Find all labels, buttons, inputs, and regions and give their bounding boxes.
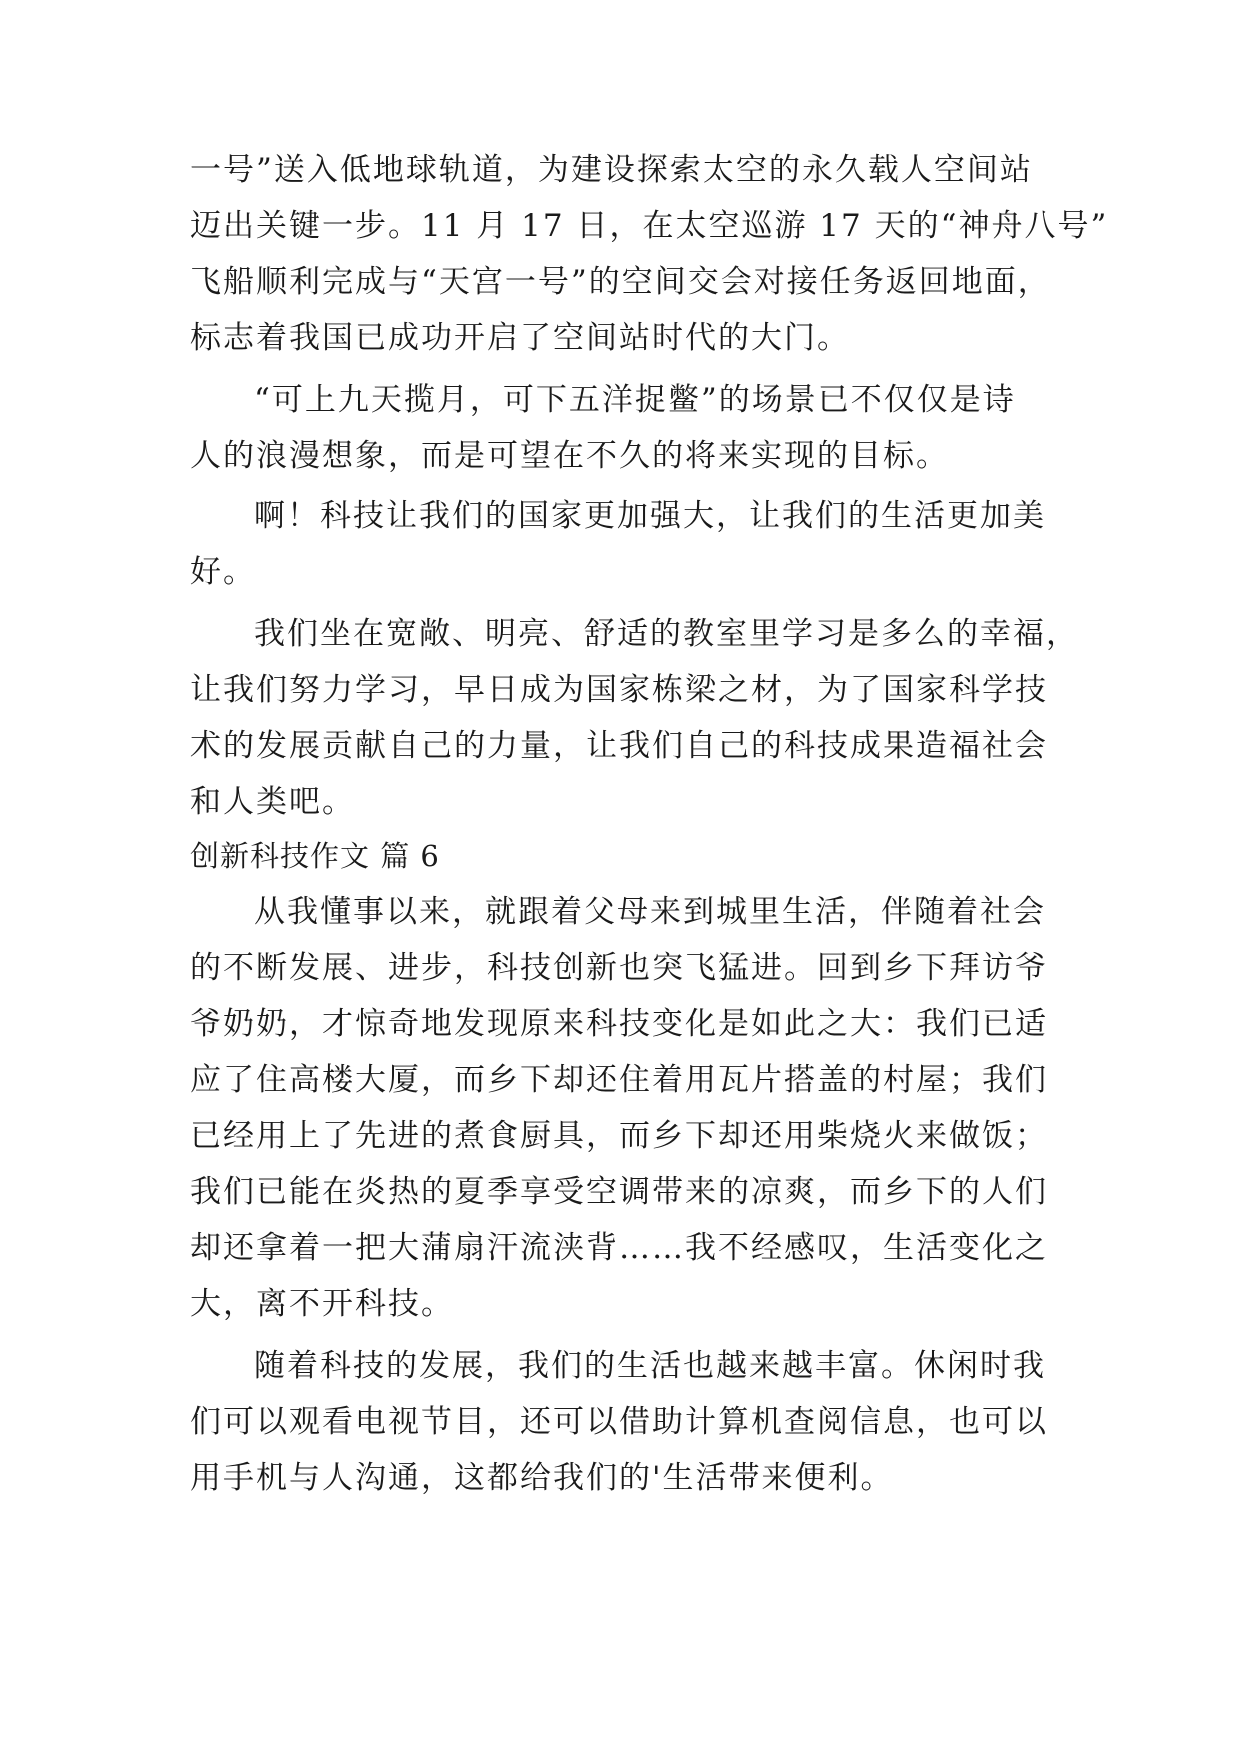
paragraph-line: 从我懂事以来，就跟着父母来到城里生活，伴随着社会 xyxy=(254,894,1046,930)
paragraph-line: 好。 xyxy=(190,554,256,590)
paragraph-line: 随着科技的发展，我们的生活也越来越丰富。休闲时我 xyxy=(254,1348,1046,1384)
paragraph-line: 迈出关键一步。11 月 17 日，在太空巡游 17 天的“神舟八号” xyxy=(190,208,1109,244)
paragraph-line: “可上九天揽月，可下五洋捉鳖”的场景已不仅仅是诗 xyxy=(254,382,1016,418)
paragraph-line: 大，离不开科技。 xyxy=(190,1286,454,1322)
paragraph-line: 术的发展贡献自己的力量，让我们自己的科技成果造福社会 xyxy=(190,728,1048,764)
paragraph-line: 标志着我国已成功开启了空间站时代的大门。 xyxy=(190,320,850,356)
paragraph-line: 应了住高楼大厦，而乡下却还住着用瓦片搭盖的村屋；我们 xyxy=(190,1062,1048,1098)
paragraph-line: 爷奶奶，才惊奇地发现原来科技变化是如此之大：我们已适 xyxy=(190,1006,1048,1042)
paragraph-line: 一号”送入低地球轨道，为建设探索太空的永久载人空间站 xyxy=(190,152,1033,188)
paragraph-line: 却还拿着一把大蒲扇汗流浃背……我不经感叹，生活变化之 xyxy=(190,1230,1048,1266)
paragraph-line: 已经用上了先进的煮食厨具，而乡下却还用柴烧火来做饭； xyxy=(190,1118,1048,1154)
paragraph-line: 用手机与人沟通，这都给我们的'生活带来便利。 xyxy=(190,1460,894,1496)
paragraph-line: 我们已能在炎热的夏季享受空调带来的凉爽，而乡下的人们 xyxy=(190,1174,1048,1210)
paragraph-line: 啊！科技让我们的国家更加强大，让我们的生活更加美 xyxy=(254,498,1046,534)
paragraph-line: 们可以观看电视节目，还可以借助计算机查阅信息，也可以 xyxy=(190,1404,1048,1440)
paragraph-line: 让我们努力学习，早日成为国家栋梁之材，为了国家科学技 xyxy=(190,672,1048,708)
paragraph-line: 和人类吧。 xyxy=(190,784,355,820)
paragraph-line: 我们坐在宽敞、明亮、舒适的教室里学习是多么的幸福， xyxy=(254,616,1079,652)
paragraph-line: 人的浪漫想象，而是可望在不久的将来实现的目标。 xyxy=(190,438,949,474)
paragraph-line: 的不断发展、进步，科技创新也突飞猛进。回到乡下拜访爷 xyxy=(190,950,1048,986)
paragraph-line: 飞船顺利完成与“天宫一号”的空间交会对接任务返回地面， xyxy=(190,264,1051,300)
section-heading: 创新科技作文 篇 6 xyxy=(190,839,440,873)
